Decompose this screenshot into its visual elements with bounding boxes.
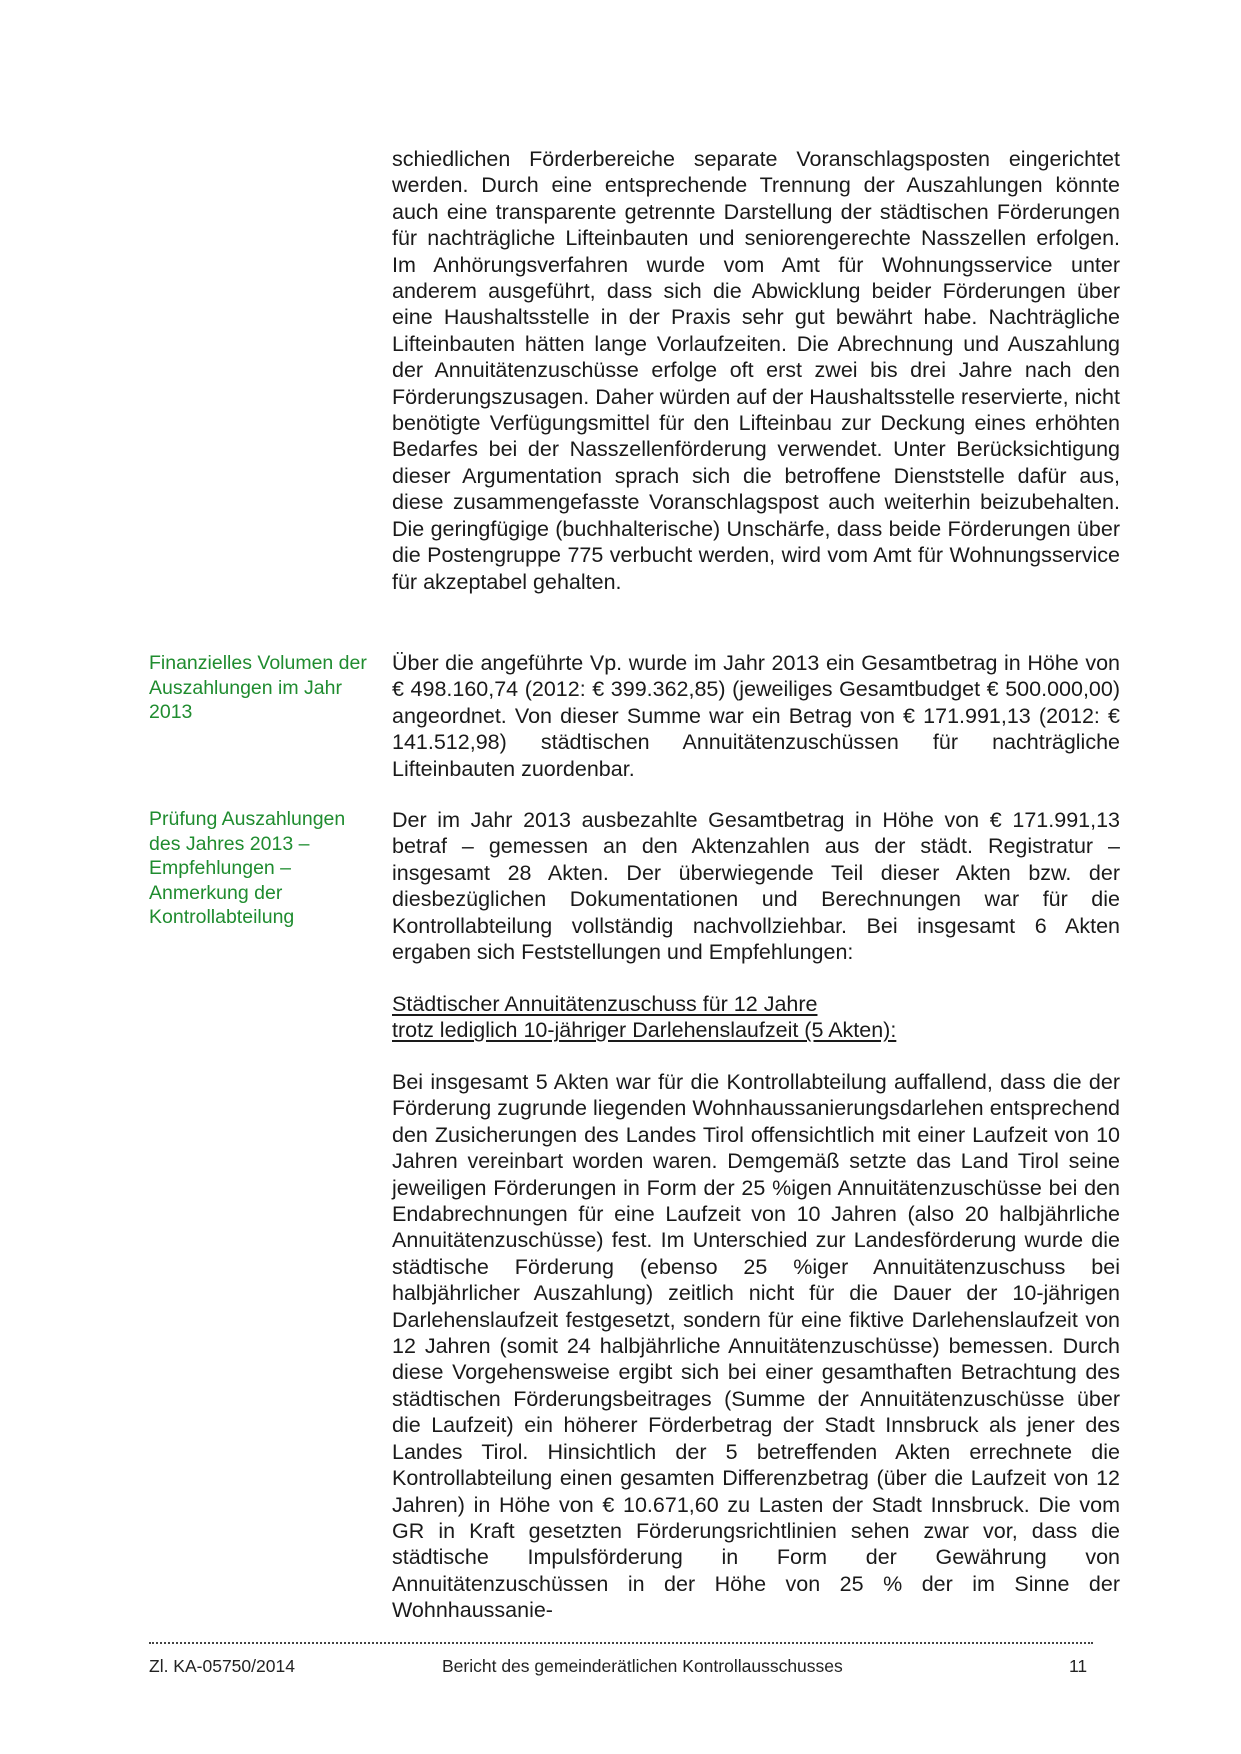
body-paragraph-volume <box>392 650 1120 782</box>
margin-note-audit-payments: Prüfung Auszahlungen des Jahres 2013 – Empfehlungen – Anmerkung der Kontrollabteilung <box>149 808 346 928</box>
paragraph-text: Der im Jahr 2013 ausbezahlte Gesamtbetrag in Höhe von € 171.991,13 betraf – gemessen an den Aktenzahlen aus der städt. Registratur – insgesamt 28 Akten. Der überwiegende Teil dieser Akten bzw. der diesbezüglichen Dokumentationen und Berechnungen war für die Kontrollabteilung vollständig nachvollziehbar. Bei insgesamt 6 Akten ergaben sich Feststellungen und Empfehlungen: <box>392 808 1120 965</box>
subheading-line-2: trotz lediglich 10-jähriger Darlehenslaufzeit (5 Akten): <box>392 1018 897 1043</box>
subheading-line-1: Städtischer Annuitätenzuschuss für 12 Jahre <box>392 992 818 1016</box>
section-subheading <box>392 991 1120 1044</box>
body-paragraph-continued <box>392 146 1120 595</box>
body-paragraph-audit <box>392 807 1120 965</box>
footer-title: Bericht des gemeinderätlichen Kontrollausschusses <box>442 1656 843 1676</box>
paragraph-text: Bei insgesamt 5 Akten war für die Kontrollabteilung auffallend, dass die der Förderung zugrunde liegenden Wohnhaussanierungsdarlehen entsprechend den Zusicherungen des Landes Tirol offensichtlich mit einer Laufzeit von 10 Jahren vereinbart worden waren. Demgemäß setzte das Land Tirol seine jeweiligen Förderungen in Form der 25 %igen Annuitätenzuschüsse bei den Endabrechnungen für eine Laufzeit von 10 Jahren (also 20 halbjährliche Annuitätenzuschüsse) fest. Im Unterschied zur Landesförderung wurde die städtische Förderung (ebenso 25 %iger Annuitätenzuschuss bei halbjährlicher Auszahlung) zeitlich nicht für die Dauer der 10-jährigen Darlehenslaufzeit festgesetzt, sondern für eine fiktive Darlehenslaufzeit von 12 Jahren (somit 24 halbjährliche Annuitätenzuschüsse) bemessen. Durch diese Vorgehensweise ergibt sich bei einer gesamthaften Betrachtung des städtischen Förderungsbeitrages (Summe der Annuitätenzuschüsse über die Laufzeit) ein höherer Förderbetrag der Stadt Innsbruck als jener des Landes Tirol. Hinsichtlich der 5 betreffenden Akten errechnete die Kontrollabteilung einen gesamten Differenzbetrag (über die Laufzeit von 12 Jahren) in Höhe von € 10.671,60 zu Lasten der Stadt Innsbruck. Die vom GR in Kraft gesetzten Förderungsrichtlinien sehen zwar vor, dass die städtische Impulsförderung in Form der Gewährung von Annuitätenzuschüssen in der Höhe von 25 % der im Sinne der Wohnhaussanie- <box>392 1070 1120 1623</box>
margin-note-financial-volume: Finanzielles Volumen der Auszahlungen im Jahr 2013 <box>149 652 367 723</box>
paragraph-text: schiedlichen Förderbereiche separate Voranschlagsposten eingerichtet werden. Durch eine entsprechende Trennung der Auszahlungen könnte auch eine transparente getrennte Darstellung der städtischen Förderungen für nachträgliche Lifteinbauten und seniorengerechte Nasszellen erfolgen. Im Anhörungsverfahren wurde vom Amt für Wohnungsservice unter anderem ausgeführt, dass sich die Abwicklung beider Förderungen über eine Haushaltsstelle in der Praxis sehr gut bewährt habe. Nachträgliche Lifteinbauten hätten lange Vorlaufzeiten. Die Abrechnung und Auszahlung der Annuitätenzuschüsse erfolge oft erst zwei bis drei Jahre nach den Förderungszusagen. Daher würden auf der Haushaltsstelle reservierte, nicht benötigte Verfügungsmittel für den Lifteinbau zur Deckung eines erhöhten Bedarfes bei der Nasszellenförderung verwendet. Unter Berücksichtigung dieser Argumentation sprach sich die betroffene Dienststelle dafür aus, diese zusammengefasste Voranschlagspost auch weiterhin beizubehalten. Die geringfügige (buchhalterische) Unschärfe, dass beide Förderungen über die Postengruppe 775 verbucht werden, wird vom Amt für Wohnungsservice für akzeptabel gehalten. <box>392 147 1120 594</box>
body-paragraph-findings <box>392 1069 1120 1624</box>
footer-divider <box>149 1642 1093 1644</box>
footer-page-number: 11 <box>1069 1656 1088 1676</box>
paragraph-text: Über die angeführte Vp. wurde im Jahr 2013 ein Gesamtbetrag in Höhe von € 498.160,74 (2012: € 399.362,85) (jeweiliges Gesamtbudget € 500.000,00) angeordnet. Von dieser Summe war ein Betrag von € 171.991,13 (2012: € 141.512,98) städtischen Annuitätenzuschüssen für nachträgliche Lifteinbauten zuordenbar. <box>392 651 1120 781</box>
footer-reference: Zl. KA-05750/2014 <box>149 1656 295 1676</box>
